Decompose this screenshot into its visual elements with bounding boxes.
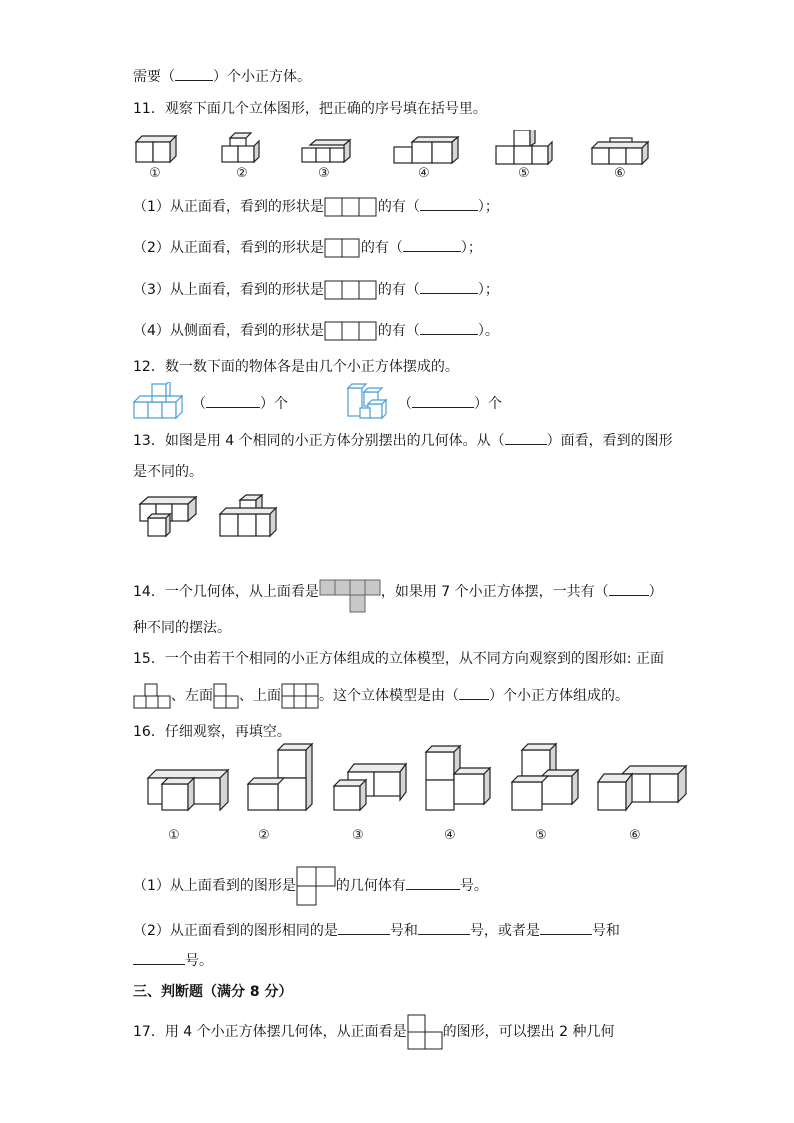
q12-answer-1: （ ）个: [192, 393, 288, 414]
answer-blank[interactable]: [206, 393, 260, 408]
q11-label-2: ②: [236, 166, 248, 181]
q16-label-6: ⑥: [629, 828, 641, 843]
q11-stem: 11．观察下面几个立体图形，把正确的序号填在括号里。: [133, 101, 487, 117]
three-squares-icon: [324, 321, 378, 341]
q16-figure-2: [248, 744, 312, 810]
left-view-icon: [213, 683, 239, 709]
q11-item-4: （4）从侧面看，看到的形状是 的有（ ）。: [133, 320, 499, 341]
q16-figure-4: [426, 746, 490, 810]
q14-line-2: 种不同的摆法。: [133, 620, 231, 636]
answer-blank[interactable]: [418, 920, 470, 935]
q16-figure-1: [148, 770, 228, 810]
q11-figure-5: [496, 130, 552, 164]
answer-blank[interactable]: [609, 581, 649, 596]
q16-figures: [140, 742, 690, 814]
q11-item-1: （1）从正面看，看到的形状是 的有（ ）；: [133, 196, 499, 217]
q16-item-2-cont: 号。: [133, 950, 213, 971]
q11-figure-2: [222, 133, 259, 162]
q16-label-1: ①: [168, 828, 180, 843]
top-view-icon: [281, 683, 319, 709]
q11-label-5: ⑤: [518, 166, 530, 181]
three-squares-icon: [324, 280, 378, 300]
cross-shape-icon: [319, 570, 381, 614]
answer-blank[interactable]: [540, 920, 592, 935]
q16-figure-3: [334, 764, 406, 810]
q16-label-3: ③: [352, 828, 364, 843]
q15-line-1: 15．一个由若干个相同的小正方体组成的立体模型，从不同方向观察到的图形如: 正面: [133, 651, 664, 667]
front-view-icon: [133, 683, 171, 709]
q11-label-1: ①: [149, 166, 161, 181]
answer-blank[interactable]: [406, 875, 460, 890]
answer-blank[interactable]: [420, 279, 478, 294]
answer-blank[interactable]: [420, 196, 478, 211]
q11-figures: [130, 130, 660, 186]
q15-line-2: 、左面 、上面 。这个立体模型是由（ ）个小正方体组成的。: [133, 683, 629, 709]
q12-stem: 12．数一数下面的物体各是由几个小正方体摆成的。: [133, 359, 459, 375]
q12-figure-1: [132, 382, 190, 422]
answer-blank[interactable]: [338, 920, 390, 935]
three-squares-icon: [324, 197, 378, 217]
q10-tail: 需要（ ）个小正方体。: [133, 66, 311, 87]
q11-label-4: ④: [418, 166, 430, 181]
q11-figure-4: [394, 137, 458, 163]
q13-figures: [134, 494, 294, 542]
answer-blank[interactable]: [505, 430, 547, 445]
q11-item-2: （2）从正面看，看到的形状是 的有（ ）；: [133, 237, 482, 258]
q17-line: 17．用 4 个小正方体摆几何体，从正面看是 的图形，可以摆出 2 种几何: [133, 1014, 614, 1050]
q16-label-2: ②: [258, 828, 270, 843]
q16-label-4: ④: [444, 828, 456, 843]
q16-figure-6: [598, 766, 686, 810]
two-squares-icon: [324, 238, 361, 258]
q16-label-5: ⑤: [535, 828, 547, 843]
answer-blank[interactable]: [175, 66, 213, 81]
q13-line-2: 是不同的。: [133, 464, 203, 480]
answer-blank[interactable]: [420, 320, 478, 335]
q13-figure-1: [140, 497, 196, 536]
q13-line-1: 13．如图是用 4 个相同的小正方体分别摆出的几何体。从（ ）面看，看到的图形: [133, 430, 673, 451]
front-shape-icon: [407, 1014, 443, 1050]
q14-line-1: 14．一个几何体，从上面看是 ，如果用 7 个小正方体摆，一共有（ ）: [133, 570, 663, 614]
q16-figure-5: [512, 744, 578, 810]
top-view-shape-icon: [296, 866, 336, 906]
answer-blank[interactable]: [459, 685, 489, 700]
answer-blank[interactable]: [133, 950, 185, 965]
q11-label-6: ⑥: [614, 166, 626, 181]
q11-figure-1: [136, 136, 176, 162]
answer-blank[interactable]: [412, 393, 474, 408]
answer-blank[interactable]: [403, 237, 461, 252]
q12-answer-2: （ ）个: [398, 393, 502, 414]
q11-figure-6: [592, 138, 648, 164]
section-title: 三、判断题（满分 8 分）: [133, 984, 293, 1000]
q16-stem: 16．仔细观察，再填空。: [133, 724, 291, 740]
q16-item-2: （2）从正面看到的图形相同的是 号和 号，或者是 号和: [133, 920, 620, 941]
q11-figure-3: [302, 140, 350, 162]
q13-figure-2: [220, 495, 276, 536]
q16-item-1: （1）从上面看到的图形是 的几何体有 号。: [133, 866, 488, 906]
q11-label-3: ③: [318, 166, 330, 181]
q11-item-3: （3）从上面看，看到的形状是 的有（ ）；: [133, 279, 499, 300]
q12-figure-2: [346, 382, 396, 422]
